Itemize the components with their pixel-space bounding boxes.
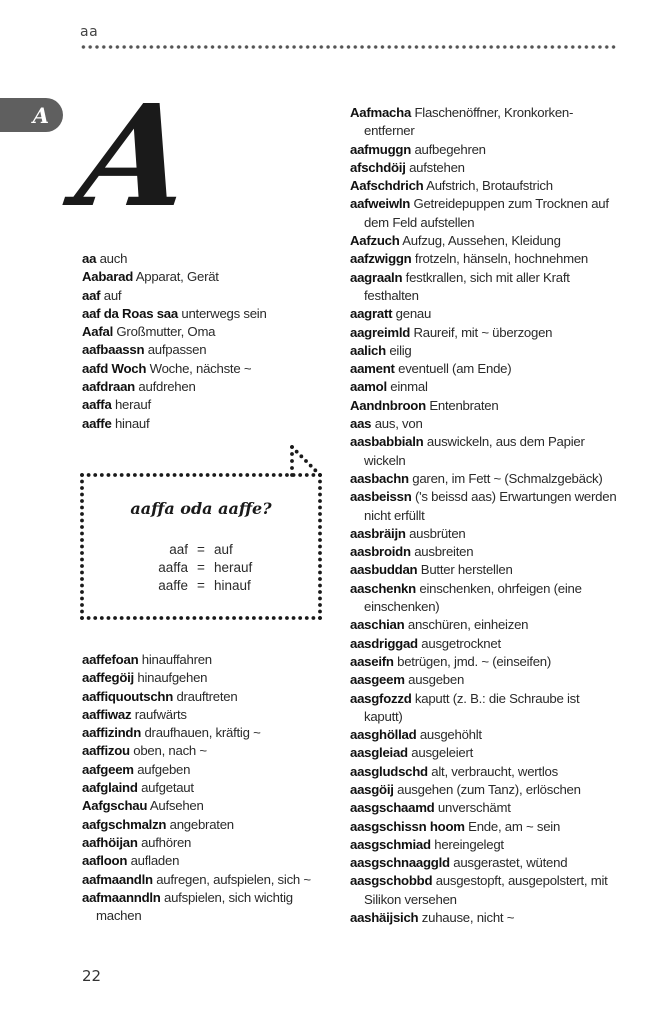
- section-initial-letter: A: [68, 75, 201, 239]
- entry-headword: aaseifn: [350, 653, 394, 669]
- entry-definition: ausbreiten: [414, 544, 474, 560]
- dictionary-entry: [350, 653, 618, 671]
- entry-definition: Aufsehen: [149, 798, 204, 814]
- dictionary-entry: [82, 889, 337, 926]
- entry-definition: einschenken, ohrfeigen (eine einschenken): [364, 580, 582, 615]
- entry-definition: Entenbraten: [429, 397, 499, 413]
- entry-headword: aaffa: [82, 397, 112, 413]
- dictionary-entry: [350, 781, 618, 799]
- dictionary-entry: [82, 669, 337, 687]
- entry-definition: kaputt (z. B.: die Schraube ist kaputt): [364, 690, 580, 724]
- callout-equals: =: [197, 578, 205, 593]
- entry-definition: anschüren, einheizen: [407, 617, 529, 633]
- entry-headword: aasbuddan: [350, 562, 418, 578]
- entry-headword: aafloon: [82, 853, 128, 869]
- dictionary-entry: [350, 744, 618, 762]
- dictionary-entry: [82, 305, 337, 323]
- dictionary-entry: [82, 706, 337, 724]
- entry-headword: aafgschmalzn: [82, 816, 167, 832]
- callout-row: [82, 559, 320, 577]
- entry-headword: Aandnbroon: [350, 397, 426, 413]
- dictionary-entry: [350, 177, 618, 195]
- entry-definition: festkrallen, sich mit aller Kraft festhalten: [364, 269, 570, 303]
- entry-definition: oben, nach ~: [133, 743, 207, 759]
- callout-box: [82, 475, 320, 618]
- callout-standard-word: hinauf: [214, 578, 251, 593]
- callout-equals: =: [197, 542, 205, 557]
- entry-headword: aafdraan: [82, 379, 135, 395]
- dictionary-entry: [350, 726, 618, 744]
- dictionary-entry: [350, 909, 618, 927]
- dictionary-entry: [350, 580, 618, 617]
- entry-headword: aafbaassn: [82, 342, 145, 358]
- dictionary-entry: [350, 195, 618, 232]
- dictionary-entry: [82, 724, 337, 742]
- entry-headword: Aafmacha: [350, 105, 412, 120]
- dictionary-entry: [350, 159, 618, 177]
- entry-headword: aasgschaamd: [350, 800, 435, 816]
- entry-headword: aasbräijn: [350, 525, 406, 541]
- entry-definition: Aufstrich, Brotaufstrich: [426, 178, 553, 194]
- entry-headword: aasgschnaaggld: [350, 855, 450, 871]
- running-head: aa: [80, 24, 99, 40]
- entry-definition: Flaschenöffner, Kronkorken-entferner: [364, 105, 574, 139]
- entry-definition: betrügen, jmd. ~ (einseifen): [397, 653, 552, 669]
- entry-headword: aafmuggn: [350, 141, 412, 157]
- entry-headword: aalich: [350, 342, 386, 358]
- dictionary-entry: [350, 305, 618, 323]
- entry-headword: aasdriggad: [350, 635, 418, 651]
- entry-headword: aasghöllad: [350, 727, 417, 743]
- entry-definition: Ende, am ~ sein: [468, 818, 561, 834]
- entry-headword: Aafgschau: [82, 798, 148, 814]
- entry-definition: hereingelegt: [434, 836, 504, 852]
- page-number: 22: [82, 967, 102, 985]
- entry-headword: aafweiwln: [350, 196, 411, 212]
- entry-definition: aufdrehen: [138, 379, 196, 395]
- entry-headword: aaffefoan: [82, 652, 139, 667]
- entry-definition: raufwärts: [134, 706, 187, 722]
- entry-definition: ausgerastet, wütend: [453, 855, 568, 871]
- entry-definition: drauftreten: [176, 688, 238, 704]
- entry-headword: aas: [350, 416, 372, 432]
- dictionary-entry: [82, 341, 337, 359]
- callout-dialect-word: aaffe: [158, 578, 188, 593]
- callout-row: [82, 577, 320, 595]
- entry-headword: aafgeem: [82, 761, 134, 777]
- entry-headword: aagreimld: [350, 324, 411, 340]
- entry-definition: aufregen, aufspielen, sich ~: [156, 871, 311, 887]
- dictionary-entry: [82, 797, 337, 815]
- dictionary-entry: [350, 854, 618, 872]
- entry-headword: aasgschmiad: [350, 836, 431, 852]
- dictionary-entry: [82, 415, 337, 433]
- dictionary-entry: [350, 836, 618, 854]
- dictionary-entry: [82, 287, 337, 305]
- entry-headword: Aafschdrich: [350, 178, 424, 194]
- entry-definition: ausgetrocknet: [421, 635, 501, 651]
- entry-definition: unverschämt: [437, 800, 511, 816]
- dictionary-entry: [350, 250, 618, 268]
- thumb-index-tab: [0, 98, 63, 132]
- entry-definition: aufhören: [141, 834, 192, 850]
- dictionary-entry: [350, 543, 618, 561]
- dictionary-entry: [350, 616, 618, 634]
- dictionary-entry: [82, 396, 337, 414]
- entry-headword: aaffe: [82, 415, 112, 431]
- entry-definition: aufspielen, sich wichtig machen: [96, 889, 293, 924]
- entry-definition: hinaufgehen: [137, 670, 208, 686]
- dictionary-entry: [82, 761, 337, 779]
- dictionary-entry: [82, 323, 337, 341]
- entry-definition: aufpassen: [147, 342, 207, 358]
- entry-definition: herauf: [114, 397, 151, 413]
- entry-definition: einmal: [390, 379, 428, 395]
- dictionary-entry: [82, 834, 337, 852]
- entry-headword: aaf: [82, 287, 101, 303]
- entry-definition: Woche, nächste ~: [149, 360, 252, 376]
- entry-definition: Getreidepuppen zum Trocknen auf dem Feld aufstellen: [364, 196, 609, 230]
- dictionary-entry: [350, 763, 618, 781]
- dictionary-entry: [82, 250, 337, 268]
- entry-headword: afschdöij: [350, 159, 406, 175]
- entry-headword: aafzwiggn: [350, 251, 412, 267]
- entry-headword: aamol: [350, 379, 387, 395]
- entry-headword: aaffiwaz: [82, 706, 132, 722]
- entry-definition: eilig: [389, 342, 412, 358]
- entry-definition: Apparat, Gerät: [135, 269, 219, 285]
- entry-definition: Aufzug, Aussehen, Kleidung: [402, 233, 561, 249]
- entry-definition: garen, im Fett ~ (Schmalzgebäck): [412, 470, 603, 486]
- entry-definition: Großmutter, Oma: [116, 324, 216, 340]
- entry-definition: Raureif, mit ~ überzogen: [413, 324, 553, 340]
- entry-headword: aaf da Roas saa: [82, 305, 178, 321]
- entry-definition: aus, von: [374, 416, 423, 432]
- entry-headword: aasgeem: [350, 672, 405, 688]
- dictionary-entry: [82, 378, 337, 396]
- entry-definition: ausbrüten: [409, 525, 466, 541]
- dictionary-entry: [82, 360, 337, 378]
- entry-definition: aufstehen: [409, 159, 465, 175]
- entry-headword: aafmaanndln: [82, 889, 161, 905]
- entry-headword: aament: [350, 361, 395, 377]
- dictionary-entry: [350, 872, 618, 909]
- entry-definition: angebraten: [169, 816, 234, 832]
- dictionary-entry: [350, 415, 618, 433]
- entry-headword: aaschenkn: [350, 580, 416, 596]
- entries-left-top: [82, 250, 337, 433]
- dictionary-entry: [350, 141, 618, 159]
- entry-definition: draufhauen, kräftig ~: [144, 725, 261, 741]
- entry-definition: aufgeben: [137, 761, 191, 777]
- entry-headword: aasgschobbd: [350, 873, 433, 889]
- entry-headword: aasgfozzd: [350, 690, 412, 706]
- entry-headword: aaffizou: [82, 743, 130, 759]
- entry-definition: alt, verbraucht, wertlos: [431, 763, 558, 779]
- dictionary-entry: [350, 470, 618, 488]
- thumb-tab-letter: A: [32, 102, 49, 128]
- entry-definition: zuhause, nicht ~: [421, 910, 515, 926]
- callout-standard-word: herauf: [214, 560, 253, 575]
- entry-definition: auch: [99, 251, 128, 266]
- entry-definition: auswickeln, aus dem Papier wickeln: [364, 434, 585, 468]
- entry-headword: aafglaind: [82, 780, 138, 796]
- entry-definition: ausgeleiert: [411, 745, 474, 761]
- entry-headword: aasgleiad: [350, 745, 408, 761]
- dictionary-entry: [350, 397, 618, 415]
- dictionary-entry: [350, 488, 618, 525]
- dictionary-entry: [350, 269, 618, 306]
- entry-headword: aasgschissn hoom: [350, 818, 465, 834]
- dictionary-entry: [82, 779, 337, 797]
- entry-headword: aasbroidn: [350, 544, 411, 560]
- entry-definition: ausgeben: [408, 672, 465, 688]
- entry-definition: Butter herstellen: [420, 562, 513, 578]
- entries-right: [350, 104, 618, 927]
- dictionary-entry: [350, 799, 618, 817]
- dictionary-entry: [350, 433, 618, 470]
- dictionary-entry: [82, 852, 337, 870]
- entry-headword: aagraaln: [350, 269, 403, 285]
- callout-row: [82, 541, 320, 559]
- callout-title: aaffa oda aaffe?: [130, 499, 272, 518]
- entry-definition: ausgehen (zum Tanz), erlöschen: [397, 781, 581, 797]
- dictionary-entry: [350, 324, 618, 342]
- entry-headword: aafd Woch: [82, 360, 147, 376]
- entry-headword: Aafal: [82, 324, 113, 340]
- entry-definition: ('s beissd aas) Erwartungen werden nicht erfüllt: [364, 489, 617, 523]
- entry-definition: aufbegehren: [414, 141, 486, 157]
- dictionary-entry: [350, 690, 618, 727]
- callout-dialect-word: aaf: [169, 542, 188, 557]
- dictionary-entry: [82, 871, 337, 889]
- entries-left-bottom: [82, 651, 337, 925]
- dictionary-entry: [350, 378, 618, 396]
- entry-headword: aagratt: [350, 306, 393, 322]
- entry-definition: frotzeln, hänseln, hochnehmen: [414, 251, 589, 267]
- dictionary-entry: [350, 818, 618, 836]
- dictionary-entry: [82, 268, 337, 286]
- entry-definition: eventuell (am Ende): [398, 361, 512, 377]
- entry-definition: genau: [395, 306, 432, 322]
- entry-definition: hinauffahren: [141, 652, 212, 667]
- dictionary-entry: [350, 104, 618, 141]
- callout-standard-word: auf: [214, 542, 233, 557]
- entry-definition: aufgetaut: [141, 780, 194, 796]
- entry-headword: Aafzuch: [350, 233, 400, 249]
- entry-headword: aaffiquoutschn: [82, 688, 174, 704]
- entry-headword: aasgludschd: [350, 763, 428, 779]
- entry-headword: Aabarad: [82, 269, 134, 285]
- entry-headword: aasgöij: [350, 781, 394, 797]
- entry-headword: aasbachn: [350, 470, 409, 486]
- dictionary-entry: [350, 525, 618, 543]
- entry-definition: aufladen: [130, 853, 180, 869]
- dictionary-entry: [350, 360, 618, 378]
- header-dotted-rule: [80, 44, 618, 50]
- dictionary-entry: [350, 561, 618, 579]
- entry-definition: ausgestopft, ausgepolstert, mit Silikon versehen: [364, 873, 608, 907]
- entry-definition: ausgehöhlt: [419, 727, 482, 743]
- callout-equals: =: [197, 560, 205, 575]
- entry-definition: hinauf: [114, 415, 150, 431]
- entry-headword: aa: [82, 251, 97, 266]
- dictionary-entry: [350, 635, 618, 653]
- entry-definition: unterwegs sein: [181, 305, 267, 321]
- dictionary-entry: [82, 742, 337, 760]
- entry-headword: aasbeissn: [350, 489, 412, 505]
- dictionary-entry: [82, 651, 337, 669]
- entry-headword: aaffizindn: [82, 725, 142, 741]
- dictionary-entry: [82, 688, 337, 706]
- dictionary-entry: [350, 232, 618, 250]
- callout-equations: [82, 541, 320, 595]
- entry-headword: aafhöijan: [82, 834, 138, 850]
- entry-definition: auf: [103, 287, 122, 303]
- dictionary-entry: [82, 816, 337, 834]
- dictionary-entry: [350, 671, 618, 689]
- entry-headword: aashäijsich: [350, 910, 419, 926]
- callout-dialect-word: aaffa: [158, 560, 188, 575]
- entry-headword: aaffegöij: [82, 670, 134, 686]
- entry-headword: aafmaandln: [82, 871, 153, 887]
- entry-headword: aasbabbialn: [350, 434, 424, 450]
- entry-headword: aaschian: [350, 617, 405, 633]
- dictionary-entry: [350, 342, 618, 360]
